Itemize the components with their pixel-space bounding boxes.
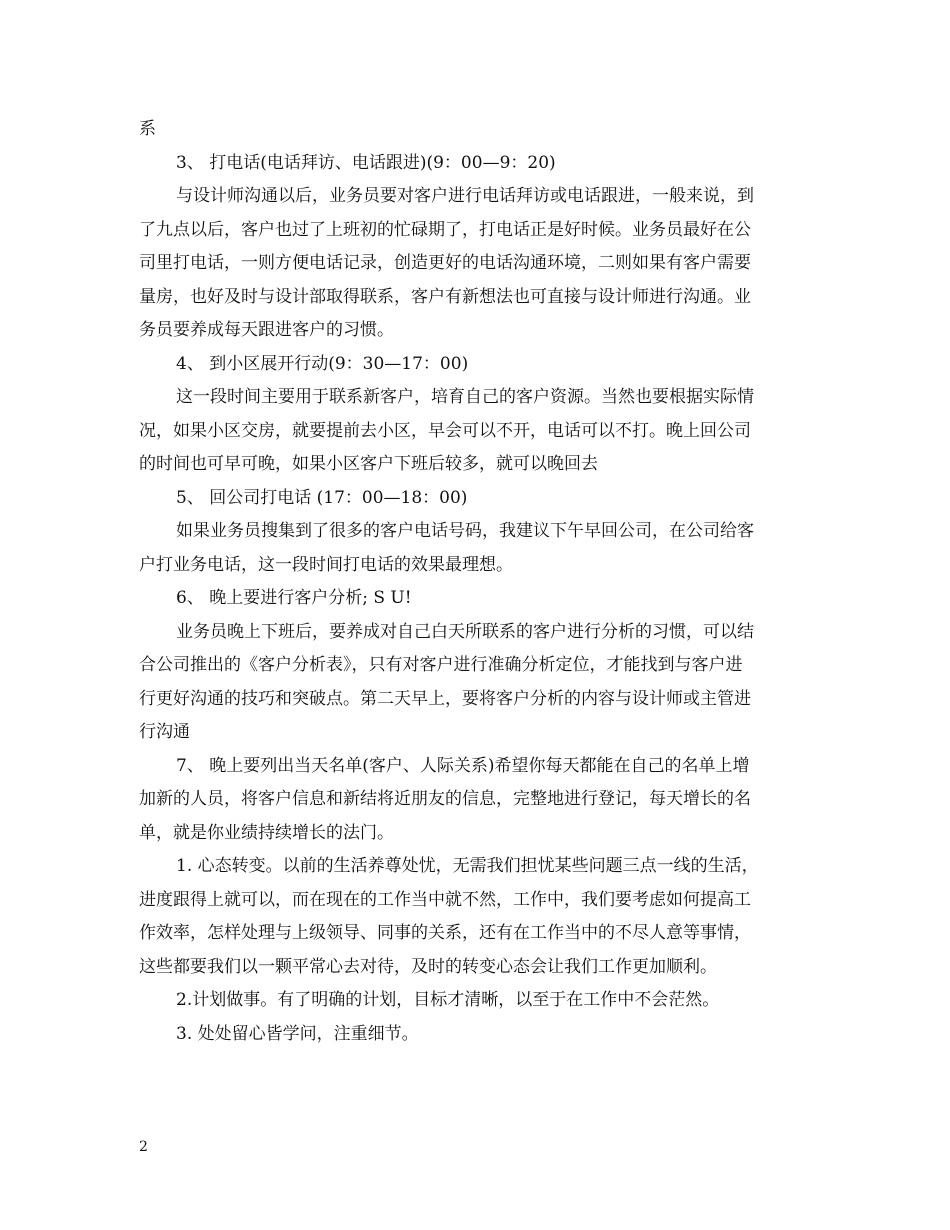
paragraph-line: 了九点以后，客户也过了上班初的忙碌期了，打电话正是好时候。业务员最好在公 [139,219,751,240]
paragraph-line: 行沟通 [139,722,190,742]
paragraph-line: 的时间也可早可晚，如果小区客户下班后较多，就可以晚回去 [139,454,598,474]
section-heading: 5、 回公司打电话 (17：00—18：00) [176,487,468,508]
section-heading: 3、 打电话(电话拜访、电话跟进)(9：00—9：20) [176,152,556,173]
page-number: 2 [139,1139,148,1155]
section-heading: 6、 晚上要进行客户分析; S U! [176,588,412,608]
paragraph-line: 业务员晚上下班后，要养成对自己白天所联系的客户进行分析的习惯，可以结 [176,621,754,642]
paragraph-line: 与设计师沟通以后，业务员要对客户进行电话拜访或电话跟进，一般来说，到 [176,186,754,206]
section-heading: 4、 到小区展开行动(9：30—17：00) [176,353,469,374]
paragraph-line: 务员要养成每天跟进客户的习惯。 [139,320,394,340]
paragraph-line: 作效率，怎样处理与上级领导、同事的关系，还有在工作当中的不尽人意等事情， [139,923,751,943]
list-item-line: 1. 心态转变。以前的生活养尊处忧，无需我们担忧某些问题三点一线的生活， [176,856,759,876]
text-line: 系 [139,119,156,139]
paragraph-line: 如果业务员搜集到了很多的客户电话号码，我建议下午早回公司，在公司给客 [176,521,754,541]
paragraph-line: 这一段时间主要用于联系新客户，培育自己的客户资源。当然也要根据实际情 [176,387,754,407]
paragraph-line: 单，就是你业绩持续增长的法门。 [139,822,394,843]
list-item-line: 2.计划做事。有了明确的计划，目标才清晰，以至于在工作中不会茫然。 [176,990,720,1010]
paragraph-line: 户打业务电话，这一段时间打电话的效果最理想。 [139,554,513,575]
paragraph-line: 量房，也好及时与设计部取得联系，客户有新想法也可直接与设计师进行沟通。业 [139,286,751,307]
paragraph-line: 进度跟得上就可以，而在现在的工作当中就不然，工作中，我们要考虑如何提高工 [139,889,751,910]
paragraph-line: 这些都要我们以一颗平常心去对待，及时的转变心态会让我们工作更加顺利。 [139,956,717,977]
paragraph-line: 行更好沟通的技巧和突破点。第二天早上，要将客户分析的内容与设计师或主管进 [139,688,751,709]
paragraph-line: 加新的人员，将客户信息和新结将近朋友的信息，完整地进行登记，每天增长的名 [139,789,751,809]
paragraph-line: 合公司推出的《客户分析表》，只有对客户进行准确分析定位，才能找到与客户进 [139,655,743,675]
paragraph-line: 司里打电话，一则方便电话记录，创造更好的电话沟通环境，二则如果有客户需要 [139,253,751,273]
section-heading: 7、 晚上要列出当天名单(客户、人际关系)希望你每天都能在自己的名单上增 [176,755,750,776]
list-item-line: 3. 处处留心皆学问，注重细节。 [176,1023,419,1044]
document-body [139,113,825,1051]
paragraph-line: 况，如果小区交房，就要提前去小区，早会可以不开，电话可以不打。晚上回公司 [139,420,751,441]
